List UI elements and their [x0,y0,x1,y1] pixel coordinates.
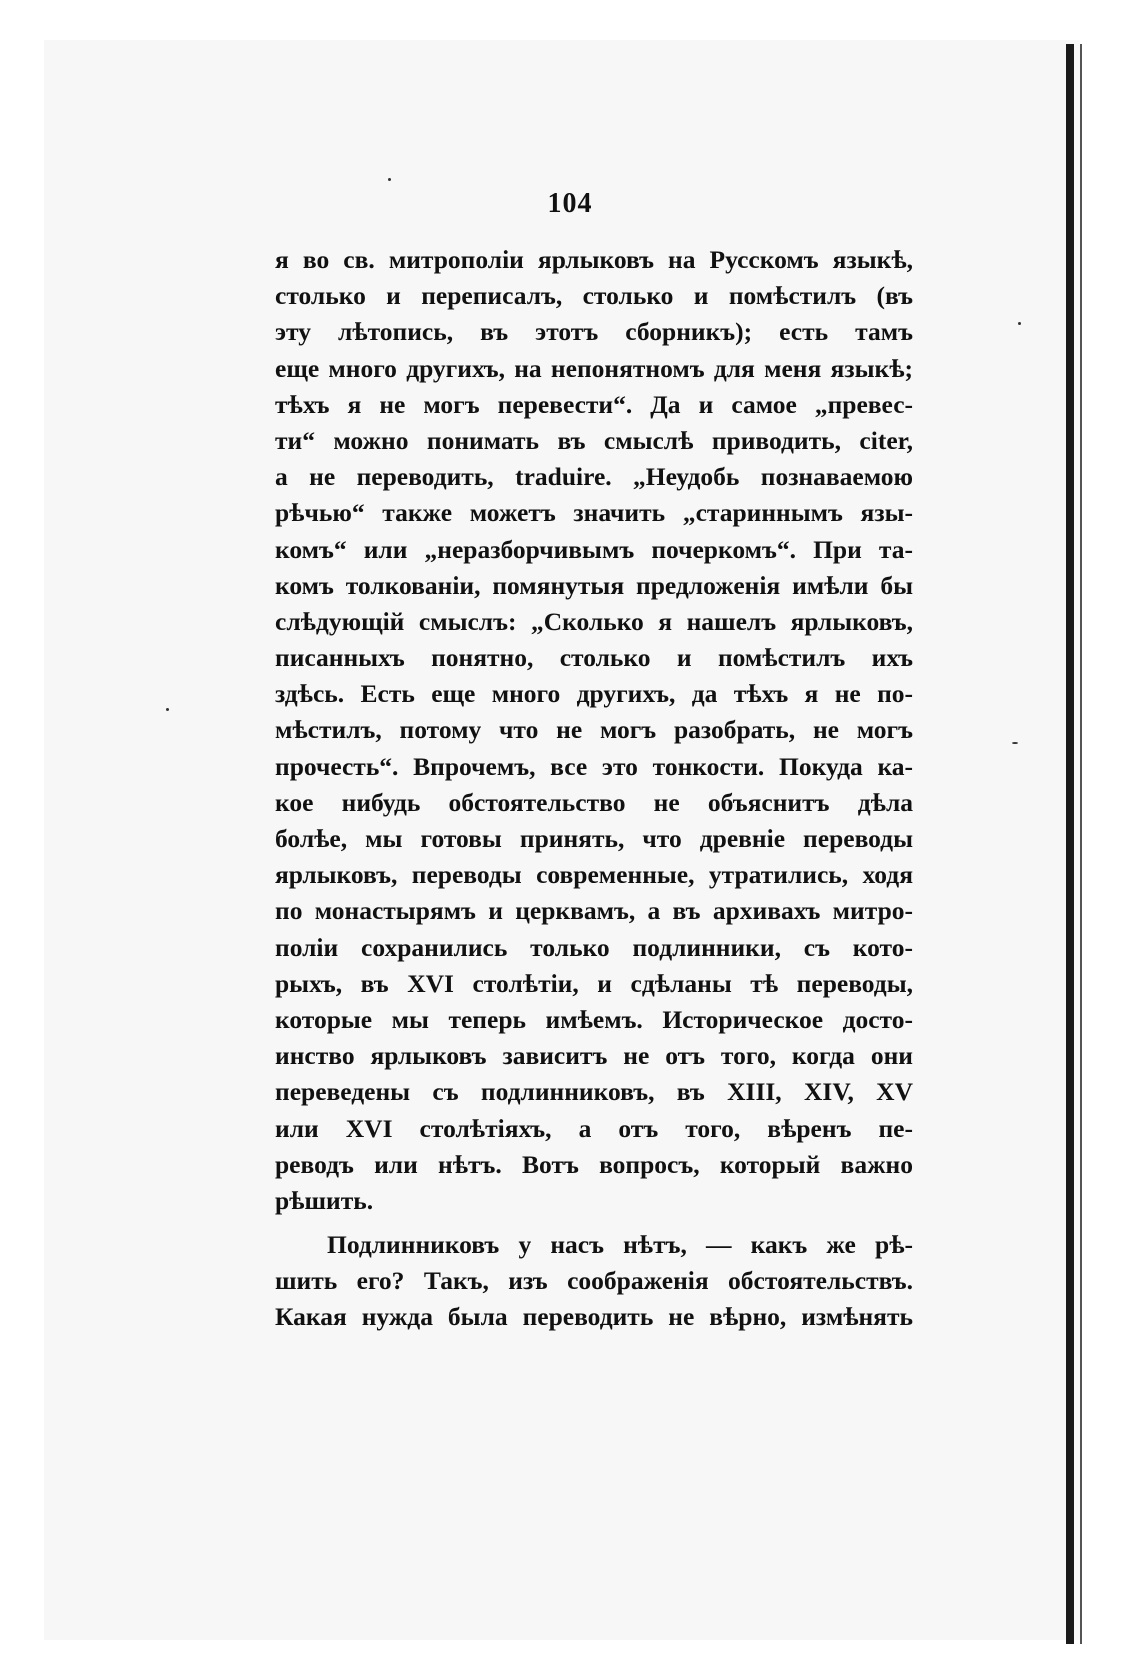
print-speck [1018,322,1021,325]
text-line: рѣшить. [275,1185,374,1215]
text-line: рѣчью“ также можетъ значить „стариннымъ язы- [275,498,913,528]
page-edge-line [1080,44,1082,1644]
page-edge-shadow [1066,44,1074,1644]
text-line: а не переводить, traduire. „Неудобь познаваемою [275,462,913,492]
text-line: мѣстилъ, потому что не могъ разобрать, не могъ [275,715,913,745]
text-line: Какая нужда была переводить не вѣрно, измѣнять [275,1302,913,1332]
text-line: комъ“ или „неразборчивымъ почеркомъ“. При та- [275,534,913,564]
text-line: я во св. митрополіи ярлыковъ на Русскомъ языкѣ, [275,245,913,274]
text-line: еще много другихъ, на непонятномъ для меня языкѣ; [275,353,913,383]
text-line: которые мы теперь имѣемъ. Историческое досто- [275,1004,913,1034]
text-line: столько и переписалъ, столько и помѣстилъ (въ [275,281,913,311]
text-line: комъ толкованіи, помянутыя предложенія имѣли бы [275,570,913,600]
text-line: инство ярлыковъ зависитъ не отъ того, когда они [275,1041,913,1071]
text-line: или XVI столѣтіяхъ, а отъ того, вѣренъ пе- [275,1113,913,1143]
paragraph-2 [275,1227,913,1336]
text-line: переведены съ подлинниковъ, въ XIII, XIV, XV [275,1077,913,1107]
paragraph-gap [275,1219,913,1227]
text-line: Подлинниковъ у насъ нѣтъ, — какъ же рѣ- [327,1230,913,1260]
text-line: эту лѣтопись, въ этотъ сборникъ); есть тамъ [275,317,913,347]
text-line: тѣхъ я не могъ перевести“. Да и самое „превес- [275,389,913,419]
text-line: слѣдующій смыслъ: „Сколько я нашелъ ярлыковъ, [275,606,913,636]
text-line: поліи сохранились только подлинники, съ кото- [275,932,913,962]
text-line: реводъ или нѣтъ. Вотъ вопросъ, который важно [275,1149,913,1179]
body-text [275,242,913,1336]
text-line: рыхъ, въ XVI столѣтіи, и сдѣланы тѣ переводы, [275,968,913,998]
text-line: болѣе, мы готовы принять, что древніе переводы [275,824,913,853]
text-line: здѣсь. Есть еще много другихъ, да тѣхъ я не по- [275,679,913,709]
text-line: шить его? Такъ, изъ соображенія обстоятельствъ. [275,1266,913,1296]
print-speck [166,708,169,711]
text-line: писанныхъ понятно, столько и помѣстилъ ихъ [275,643,913,673]
print-speck [388,178,391,181]
text-line: по монастырямъ и церквамъ, а въ архивахъ митро- [275,896,913,926]
text-line: ярлыковъ, переводы современные, утратились, ходя [275,860,913,890]
page-number: 104 [547,188,593,219]
paragraph-1 [275,242,913,1219]
print-speck [1012,742,1018,744]
text-line: ти“ можно понимать въ смыслѣ приводить, citer, [275,425,913,455]
text-line: прочесть“. Впрочемъ, все это тонкости. Покуда ка- [275,751,913,781]
text-line: кое нибудь обстоятельство не объяснитъ дѣла [275,787,913,817]
